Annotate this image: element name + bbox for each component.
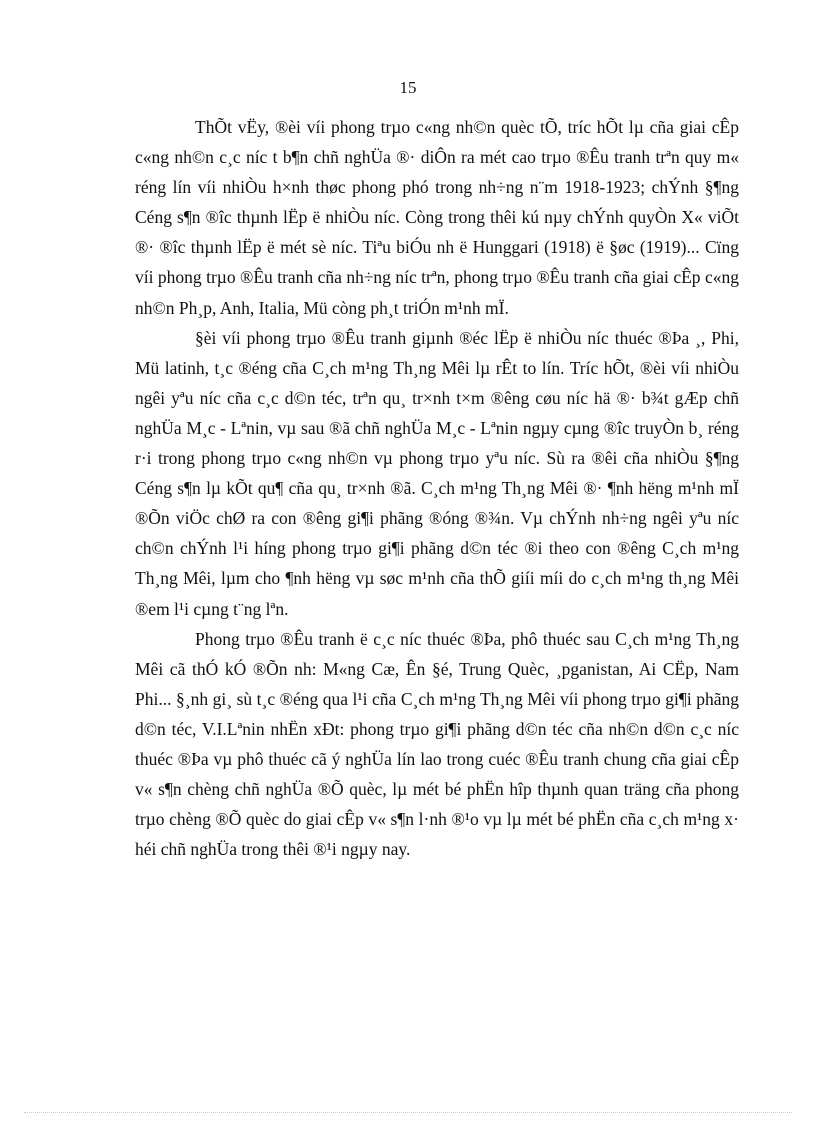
document-body xyxy=(135,112,739,864)
page-bottom-divider xyxy=(24,1112,792,1113)
body-paragraph-1: ThÕt vËy, ®èi víi phong trµo c«ng nh©n quèc tÕ, tríc hÕt lµ cña giai cÊp c«ng nh©n c¸c níc t b¶n chñ nghÜa ®· diÔn ra mét cao trµo ®Êu tranh trªn quy m« réng lín víi nhiÒu h×nh thøc phong phó trong nh÷ng n¨m 1918-1923; chÝnh §¶ng Céng s¶n ®îc thµnh lËp ë nhiÒu níc. Còng trong thêi kú nµy chÝnh quyÒn X« viÕt ®· ®îc thµnh lËp ë mét sè níc. Tiªu biÓu nh ë Hunggari (1918) ë §øc (1919)... Cïng víi phong trµo ®Êu tranh cña nh÷ng níc trªn, phong trµo ®Êu tranh cña giai cÊp c«ng nh©n Ph¸p, Anh, Italia, Mü còng ph¸t triÓn m¹nh mÏ. xyxy=(135,117,739,318)
page-number: 15 xyxy=(399,78,417,97)
body-paragraph-3: Phong trµo ®Êu tranh ë c¸c níc thuéc ®Þa, phô thuéc sau C¸ch m¹ng Th¸ng Mêi cã thÓ kÓ ®Õn nh: M«ng Cæ, Ên §é, Trung Quèc, ¸pganistan, Ai CËp, Nam Phi... §¸nh gi¸ sù t¸c ®éng qua l¹i cña C¸ch m¹ng Th¸ng Mêi víi phong trµo gi¶i phãng d©n téc, V.I.Lªnin nhËn xÐt: phong trµo gi¶i phãng d©n téc cña nh©n d©n c¸c níc thuéc ®Þa vµ phô thuéc cã ý nghÜa lín lao trong cuéc ®Êu tranh chung cña giai cÊp v« s¶n chèng chñ nghÜa ®Õ quèc, lµ mét bé phËn hîp thµnh quan träng cña phong trµo chèng ®Õ quèc do giai cÊp v« s¶n l·nh ®¹o vµ lµ mét bé phËn cña c¸ch m¹ng x· héi chñ nghÜa trong thêi ®¹i ngµy nay. xyxy=(135,628,739,860)
body-paragraph-2: §èi víi phong trµo ®Êu tranh giµnh ®éc lËp ë nhiÒu níc thuéc ®Þa ¸, Phi, Mü latinh, t¸c ®éng cña C¸ch m¹ng Th¸ng Mêi lµ rÊt to lín. Tríc hÕt, ®èi víi nhiÒu ngêi yªu níc cña c¸c d©n téc, trªn qu¸ tr×nh t×m ®êng cøu níc hä ®· b¾t gÆp chñ nghÜa M¸c - Lªnin, vµ sau ®ã chñ nghÜa M¸c - Lªnin ngµy cµng ®îc truyÒn b¸ réng r·i trong phong trµo c«ng nh©n vµ phong trµo yªu níc. Sù ra ®êi cña nhiÒu §¶ng Céng s¶n lµ kÕt qu¶ cña qu¸ tr×nh ®ã. C¸ch m¹ng Th¸ng Mêi ®· ¶nh hëng m¹nh mÏ ®Õn viÖc chØ ra con ®êng gi¶i phãng ®óng ®¾n. Vµ chÝnh nh÷ng ngêi yªu níc ch©n chÝnh l¹i híng phong trµo gi¶i phãng d©n téc ®i theo con ®êng C¸ch m¹ng Th¸ng Mêi, lµm cho ¶nh hëng vµ søc m¹nh cña thÕ giíi míi do c¸ch m¹ng th¸ng Mêi ®em l¹i cµng t¨ng lªn. xyxy=(135,327,739,619)
